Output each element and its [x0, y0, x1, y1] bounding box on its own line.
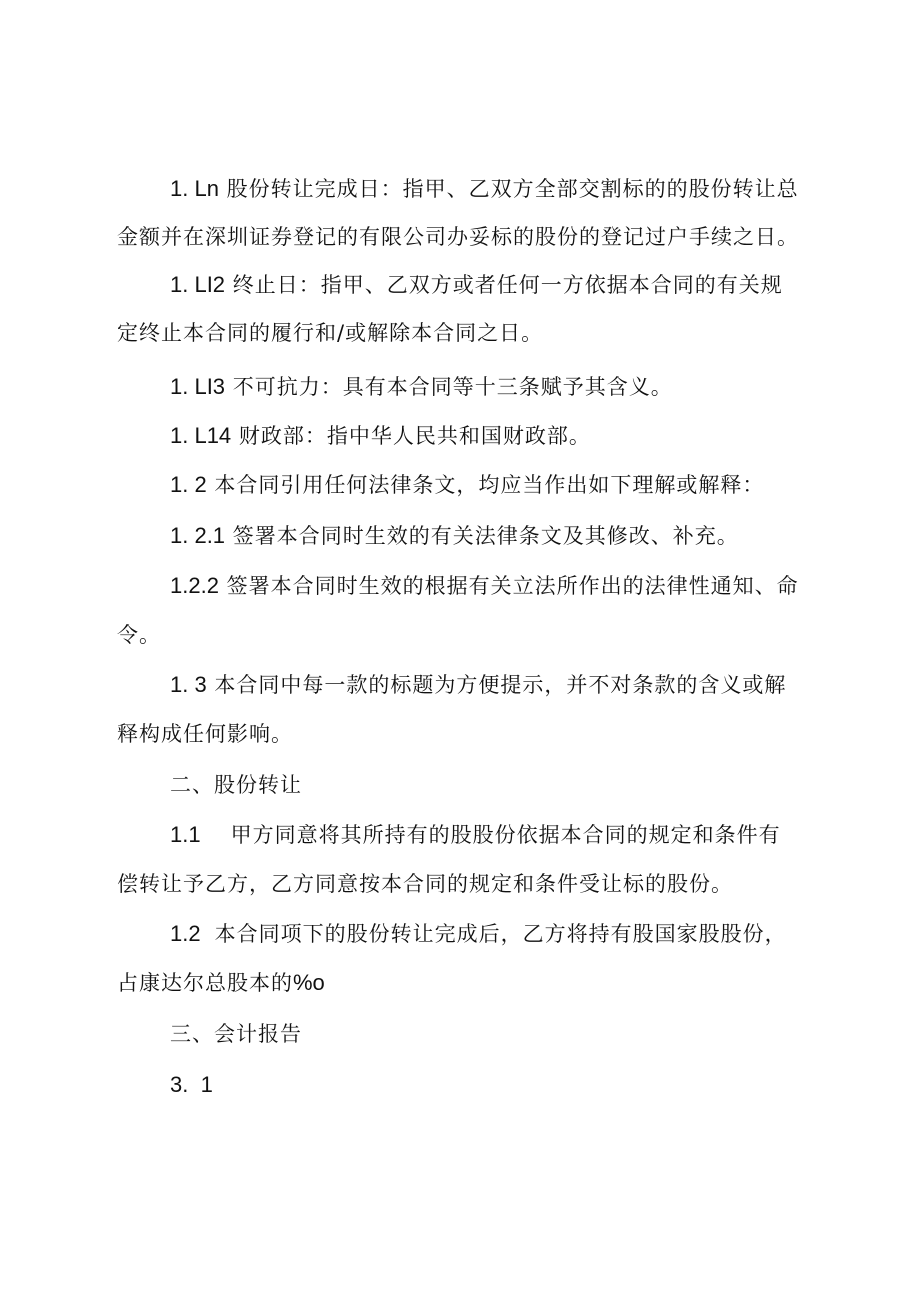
clause-text: 签署本合同时生效的根据有关立法所作出的法律性通知、命 [226, 574, 799, 598]
clause-1-1-12-line-2 [0, 309, 920, 357]
clause-2-2-line-2 [0, 959, 920, 1007]
clause-3-1-line-1 [0, 1061, 920, 1109]
section-heading-2 [0, 761, 920, 809]
clause-1-2-1-line-1 [0, 512, 920, 560]
section-heading-3 [0, 1010, 920, 1058]
clause-text: 终止日：指甲、乙双方或者任何一方依据本合同的有关规 [232, 273, 783, 297]
clause-text: 股份转让完成日：指甲、乙双方全部交割标的的股份转让总 [226, 177, 799, 201]
clause-1-1-11-line-1 [0, 165, 920, 213]
clause-text: 财政部：指中华人民共和国财政部。 [238, 424, 591, 448]
clause-text: 本合同项下的股份转让完成后，乙方将持有股国家股股份， [214, 922, 787, 946]
clause-number: 1.2 [170, 921, 201, 946]
clause-1-2-2-line-1 [0, 562, 920, 610]
clause-text: 占康达尔总股本的 [117, 971, 293, 995]
clause-1-3-line-1 [0, 661, 920, 709]
clause-number: 1.1 [170, 822, 201, 847]
clause-number: 1. 3 [170, 672, 207, 697]
clause-number: 3. 1 [170, 1072, 213, 1097]
clause-1-3-line-2 [0, 710, 920, 758]
clause-1-1-11-line-2 [0, 213, 920, 261]
clause-text: 偿转让予乙方，乙方同意按本合同的规定和条件受让标的股份。 [117, 872, 733, 896]
clause-number: 1. LI3 [170, 374, 226, 399]
clause-text: 定终止本合同的履行和/或解除本合同之日。 [117, 321, 544, 345]
clause-1-1-14-line-1 [0, 412, 920, 460]
section-title: 二、股份转让 [170, 773, 302, 797]
clause-number: 1.2.2 [170, 573, 219, 598]
percent-suffix: %o [293, 970, 325, 995]
clause-2-1-line-2 [0, 860, 920, 908]
clause-number: 1. 2 [170, 472, 207, 497]
clause-1-1-12-line-1 [0, 261, 920, 309]
clause-text: 释构成任何影响。 [117, 722, 293, 746]
clause-number: 1. Ln [170, 176, 219, 201]
clause-text: 不可抗力：具有本合同等十三条赋予其含义。 [232, 375, 673, 399]
clause-text: 令。 [117, 623, 161, 647]
section-title: 三、会计报告 [170, 1022, 302, 1046]
clause-number: 1. L14 [170, 423, 232, 448]
clause-2-2-line-1 [0, 910, 920, 958]
clause-number: 1. 2.1 [170, 523, 226, 548]
clause-1-2-line-1 [0, 461, 920, 509]
clause-1-2-2-line-2 [0, 611, 920, 659]
clause-text: 甲方同意将其所持有的股股份依据本合同的规定和条件有 [230, 823, 781, 847]
clause-1-1-13-line-1 [0, 363, 920, 411]
clause-2-1-line-1 [0, 811, 920, 859]
clause-number: 1. LI2 [170, 272, 226, 297]
clause-text: 本合同引用任何法律条文，均应当作出如下理解或解释： [214, 473, 765, 497]
clause-text: 金额并在深圳证券登记的有限公司办妥标的股份的登记过户手续之日。 [117, 225, 799, 249]
clause-text: 签署本合同时生效的有关法律条文及其修改、补充。 [232, 524, 739, 548]
clause-text: 本合同中每一款的标题为方便提示，并不对条款的含义或解 [214, 673, 787, 697]
